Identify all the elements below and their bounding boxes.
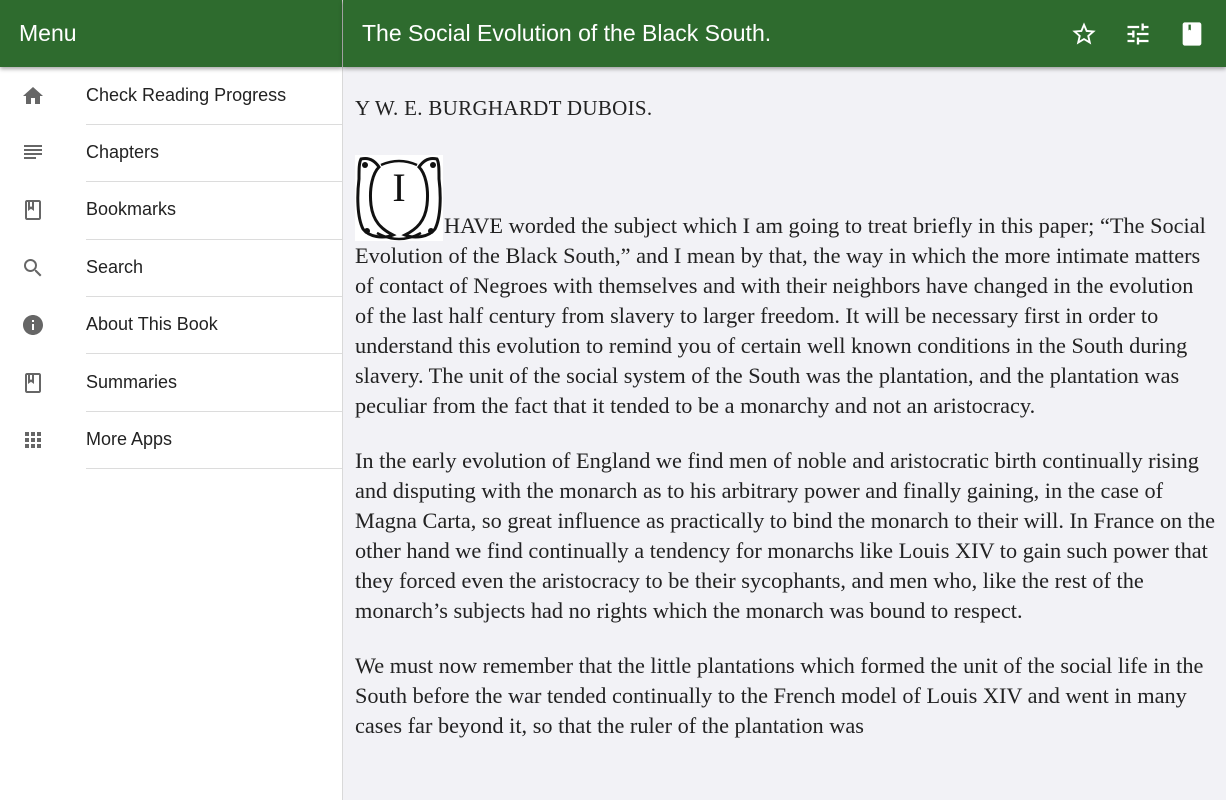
chapter-title: The Social Evolution of the Black South. xyxy=(362,20,772,46)
menu-item-label: Bookmarks xyxy=(86,181,342,239)
reader-pane xyxy=(343,0,1226,800)
menu-item-about-this-book[interactable] xyxy=(0,297,342,354)
drawer-title: Menu xyxy=(19,20,77,46)
menu-item-label: Search xyxy=(86,239,342,297)
menu-item-summaries[interactable] xyxy=(0,354,342,411)
dropcap-letter: I xyxy=(392,165,406,210)
paragraph xyxy=(355,155,1216,421)
menu-item-label: Summaries xyxy=(86,353,342,411)
ornamental-dropcap xyxy=(355,155,443,241)
list-icon xyxy=(0,141,86,165)
settings-sliders-icon[interactable] xyxy=(1124,20,1152,48)
paragraph: We must now remember that the little plantations which formed the unit of the social life in the South before the war tended continually to the French model of Louis XIV and went in many cases far beyond it, so that the ruler of the plantation was xyxy=(355,653,1204,738)
info-icon xyxy=(0,313,86,337)
book-text xyxy=(343,67,1226,741)
paragraph: In the early evolution of England we find men of noble and aristocratic birth continually rising and disputing with the monarch as to his arbitrary power and finally gaining, in the case of Magna Carta, so great influence as practically to bind the monarch to their will. In France on the other hand we find continually a tendency for monarchs like Louis XIV to gain such power that they forced even the aristocracy to be their sycophants, and men who, like the rest of the monarch’s subjects had no rights which the monarch was bound to respect. xyxy=(355,448,1215,623)
menu-item-search[interactable] xyxy=(0,239,342,296)
navigation-drawer xyxy=(0,0,343,800)
search-icon xyxy=(0,256,86,280)
home-icon xyxy=(0,84,86,108)
toolbar-actions xyxy=(1070,20,1226,48)
menu-item-label: About This Book xyxy=(86,296,342,354)
book-icon[interactable] xyxy=(1178,20,1206,48)
menu-item-more-apps[interactable] xyxy=(0,411,342,468)
menu-item-label: Check Reading Progress xyxy=(86,67,342,125)
menu-item-bookmarks[interactable] xyxy=(0,182,342,239)
menu-item-label: More Apps xyxy=(86,411,342,469)
menu-item-check-reading-progress[interactable] xyxy=(0,67,342,124)
app-bar xyxy=(343,0,1226,67)
apps-grid-icon xyxy=(0,428,86,452)
book-icon xyxy=(0,371,86,395)
drawer-header xyxy=(0,0,342,67)
menu-item-chapters[interactable] xyxy=(0,124,342,181)
star-icon[interactable] xyxy=(1070,20,1098,48)
book-icon xyxy=(0,198,86,222)
menu-item-label: Chapters xyxy=(86,124,342,182)
paragraph-text: HAVE worded the subject which I am going to treat briefly in this paper; “The Social Evolution of the Black South,” and I mean by that, the way in which the more intimate matters of contact of Negroes with themselves and with their neighbors have changed in the evolution of the last half century from slavery to larger freedom. It will be necessary first in order to understand this evolution to remind you of certain well known conditions in the South during slavery. The unit of the social system of the South was the plantation, and the plantation was peculiar from the fact that it tended to be a monarchy and not an aristocracy. xyxy=(355,213,1206,418)
author-byline: Y W. E. BURGHARDT DUBOIS. xyxy=(355,96,653,120)
drawer-menu xyxy=(0,67,342,469)
